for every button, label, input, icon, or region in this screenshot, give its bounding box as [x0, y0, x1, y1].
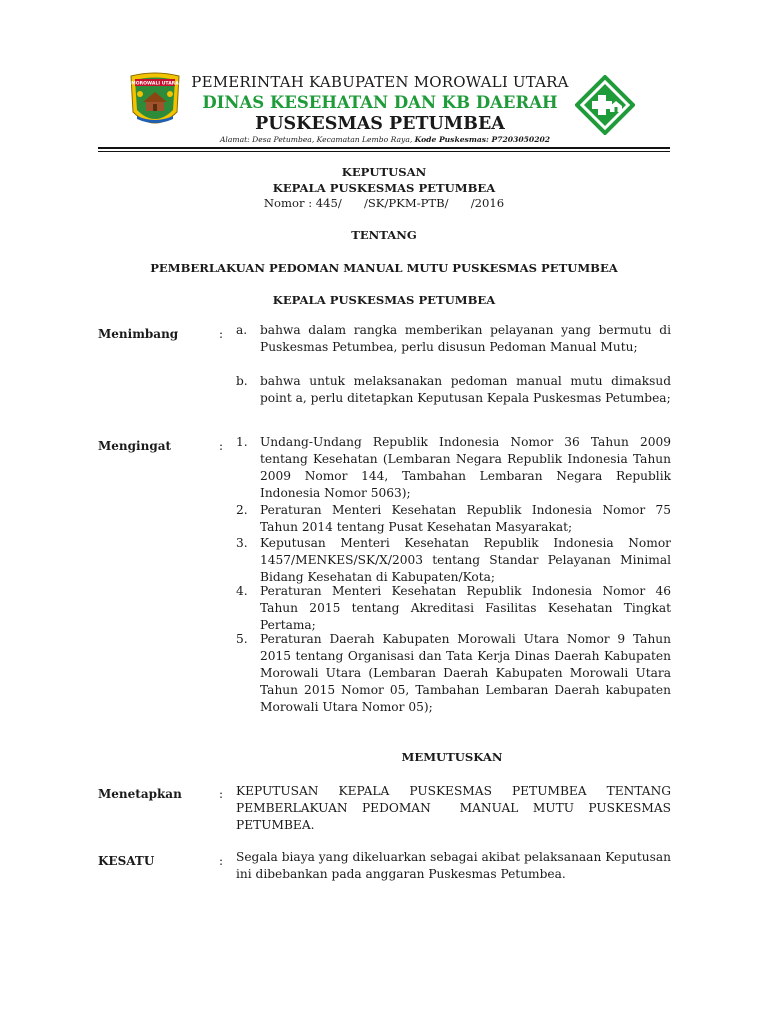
item-marker: 4.	[236, 584, 248, 598]
item-marker: 1.	[236, 435, 248, 449]
letterhead-government: PEMERINTAH KABUPATEN MOROWALI UTARA	[191, 73, 569, 91]
letterhead-address	[150, 135, 620, 144]
menetapkan-text: KEPUTUSAN KEPALA PUSKESMAS PETUMBEA TENTANG PEMBERLAKUAN PEDOMAN MANUAL MUTU PUSKESMAS PETUMBEA.	[236, 784, 675, 832]
regency-emblem-icon	[127, 72, 183, 134]
menimbang-colon: :	[219, 327, 224, 341]
item-marker: a.	[236, 323, 248, 337]
letterhead-rule-thin	[98, 151, 670, 152]
emblem-caption: MOROWALI UTARA	[131, 81, 179, 87]
item-text: Peraturan Menteri Kesehatan Republik Indonesia Nomor 75 Tahun 2014 tentang Pusat Kesehatan Masyarakat;	[260, 503, 671, 534]
item-text: Peraturan Menteri Kesehatan Republik Indonesia Nomor 46 Tahun 2015 tentang Akreditasi Fasilitas Kesehatan Tingkat Pertama;	[260, 584, 671, 632]
item-marker: 3.	[236, 536, 248, 550]
menetapkan-label: Menetapkan	[98, 787, 182, 801]
mengingat-colon: :	[219, 439, 224, 453]
item-text: Undang-Undang Republik Indonesia Nomor 36 Tahun 2009 tentang Kesehatan (Lembaran Negara Republik Indonesia Tahun 2009 Nomor 144, Tambahan Lembaran Negara Republik Indonesia Nomor 5063);	[260, 435, 671, 500]
doc-type: KEPUTUSAN	[341, 165, 427, 179]
letterhead-rule-thick	[98, 147, 670, 149]
doc-issuer: KEPALA PUSKESMAS PETUMBEA	[272, 181, 496, 195]
doc-number: Nomor : 445/ /SK/PKM-PTB/ /2016	[263, 196, 505, 210]
letterhead-institution: PUSKESMAS PETUMBEA	[255, 114, 505, 134]
item-marker: 5.	[236, 632, 248, 646]
item-text: Peraturan Daerah Kabupaten Morowali Utara Nomor 9 Tahun 2015 tentang Organisasi dan Tata Kerja Dinas Daerah Kabupaten Morowali Utara (Lembaran Daerah Kabupaten Morowali Utara Tahun 2015 Nomor 05, Tambahan Lembaran Daerah kabupaten Morowali Utara Nomor 05);	[260, 632, 671, 714]
kesatu-colon: :	[219, 854, 224, 868]
menetapkan-colon: :	[219, 787, 224, 801]
menimbang-label: Menimbang	[98, 327, 179, 341]
kesatu-label: KESATU	[98, 854, 155, 868]
puskesmas-code: Kode Puskesmas: P7203050202	[414, 135, 551, 144]
doc-authority: KEPALA PUSKESMAS PETUMBEA	[272, 293, 496, 307]
item-marker: 2.	[236, 503, 248, 517]
item-marker: b.	[236, 374, 248, 388]
mengingat-label: Mengingat	[98, 439, 172, 453]
item-text: bahwa untuk melaksanakan pedoman manual mutu dimaksud point a, perlu ditetapkan Keputusan Kepala Puskesmas Petumbea;	[260, 374, 671, 405]
item-text: Keputusan Menteri Kesehatan Republik Indonesia Nomor 1457/MENKES/SK/X/2003 tentang Standar Pelayanan Minimal Bidang Kesehatan di Kabupaten/Kota;	[260, 536, 671, 584]
puskesmas-cross-emblem-icon	[575, 75, 635, 135]
address-text: Alamat: Desa Petumbea, Kecamatan Lembo Raya,	[219, 135, 415, 144]
doc-subject: PEMBERLAKUAN PEDOMAN MANUAL MUTU PUSKESMAS PETUMBEA	[150, 261, 618, 275]
kesatu-text: Segala biaya yang dikeluarkan sebagai akibat pelaksanaan Keputusan ini dibebankan pada anggaran Puskesmas Petumbea.	[236, 850, 671, 881]
letterhead-department: DINAS KESEHATAN DAN KB DAERAH	[202, 93, 558, 112]
doc-tentang: TENTANG	[351, 228, 417, 242]
item-text: bahwa dalam rangka memberikan pelayanan yang bermutu di Puskesmas Petumbea, perlu disusun Pedoman Manual Mutu;	[260, 323, 671, 354]
memutuskan-heading: MEMUTUSKAN	[401, 750, 503, 764]
